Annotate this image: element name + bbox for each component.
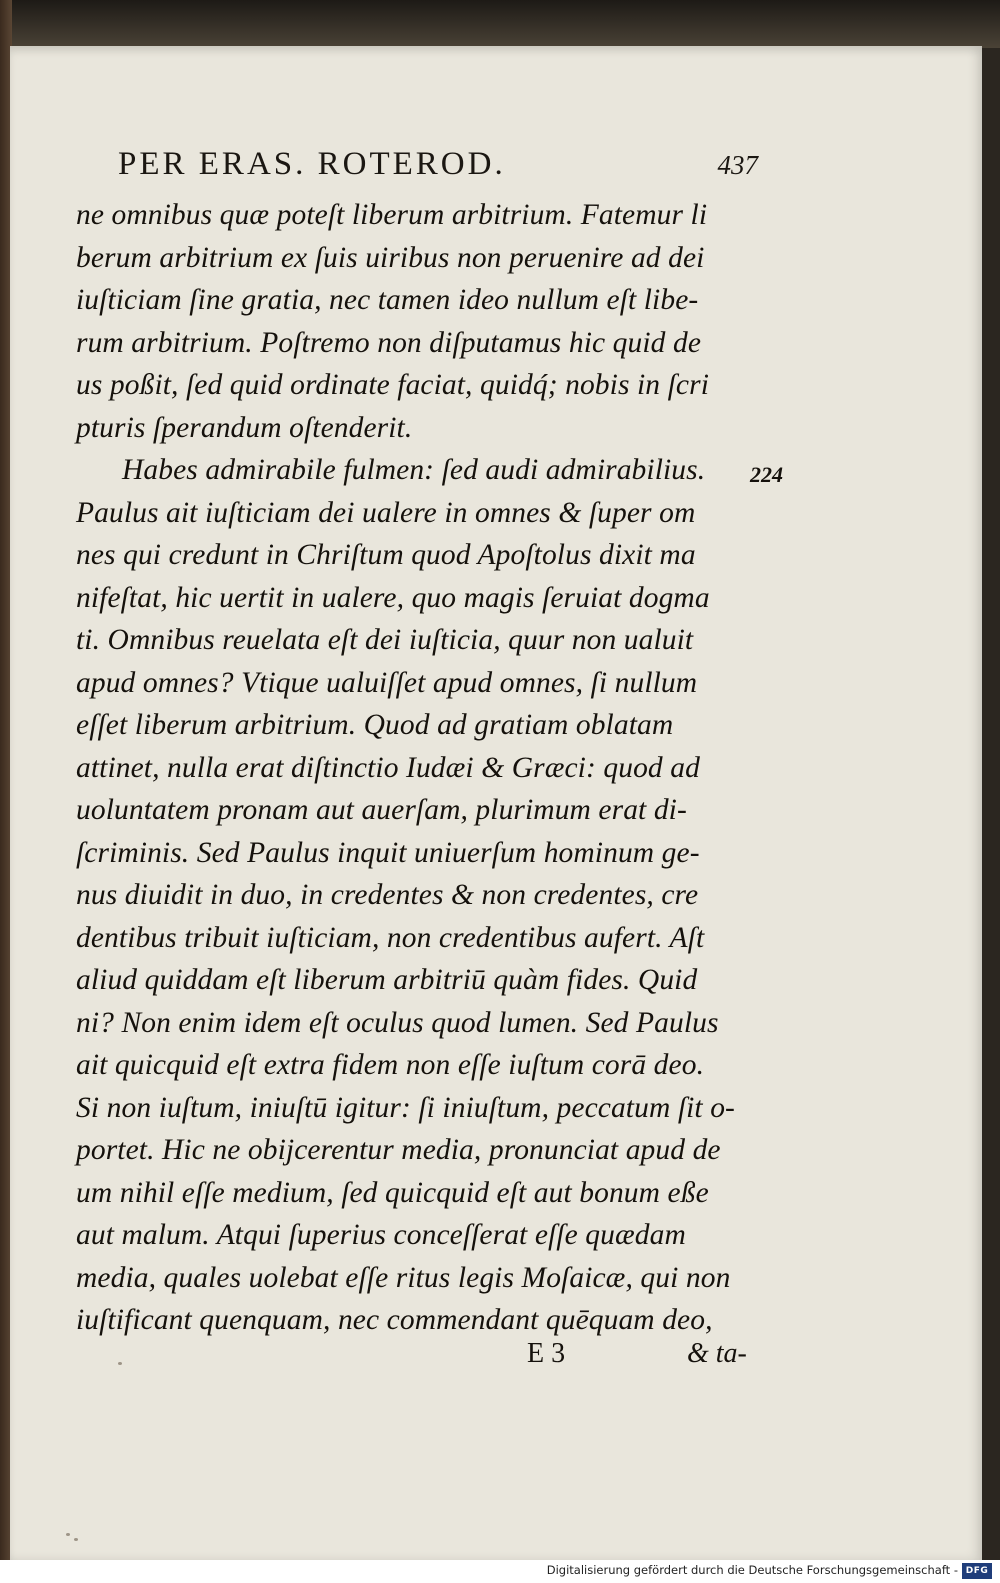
signature-mark: E 3 (527, 1338, 566, 1369)
text-line: Paulus ait iuſticiam dei ualere in omnes & ſuper om (76, 496, 696, 529)
text-line: ne omnibus quæ poteſt liberum arbitrium. Fatemur li (76, 199, 708, 231)
funding-credit: Digitalisierung gefördert durch die Deutsche Forschungsgemeinschaft - (546, 1563, 958, 1577)
dfg-logo: DFG (962, 1563, 992, 1579)
text-line: ti. Omnibus reuelata eſt dei iuſticia, quur non ualuit (76, 624, 694, 656)
text-line: ait quicquid eſt extra fidem non eſſe iuſtum corā deo. (76, 1049, 705, 1081)
text-line: iuſticiam ſine gratia, nec tamen ideo nullum eſt libe- (76, 284, 699, 316)
paper-speck (74, 1538, 78, 1541)
text-line: aliud quiddam eſt liberum arbitriū quàm fides. Quid (76, 964, 698, 996)
text-line: Si non iuſtum, iniuſtū igitur: ſi iniuſtum, peccatum ſit o- (76, 1091, 735, 1124)
text-line: attinet, nulla erat diſtinctio Iudæi & Græci: quod ad (76, 751, 700, 784)
credit-bar (0, 1560, 1000, 1583)
text-line: berum arbitrium ex ſuis uiribus non peruenire ad dei (76, 241, 705, 274)
paragraph-start-line: Habes admirabile fulmen: ſed audi admirabilius. (122, 454, 706, 486)
text-line: ni? Non enim idem eſt oculus quod lumen. Sed Paulus (76, 1006, 719, 1039)
text-line: nes qui credunt in Chriſtum quod Apoſtolus dixit ma (76, 539, 696, 571)
text-line: ſcriminis. Sed Paulus inquit uniuerſum hominum ge- (76, 836, 700, 869)
text-line: media, quales uolebat eſſe ritus legis Moſaicæ, qui non (76, 1261, 731, 1294)
text-line: apud omnes? Vtique ualuiſſet apud omnes, ſi nullum (76, 666, 698, 699)
paper-speck (66, 1533, 70, 1536)
running-title: PER ERAS. ROTEROD. (118, 146, 506, 182)
page-number: 437 (717, 150, 758, 180)
text-line: dentibus tribuit iuſticiam, non credentibus aufert. Aſt (76, 921, 705, 954)
text-line: um nihil eſſe medium, ſed quicquid eſt aut bonum eße (76, 1176, 709, 1209)
text-line: uoluntatem pronam aut auerſam, plurimum erat di- (76, 794, 687, 826)
page-footer (527, 1338, 767, 1374)
text-line: nus diuidit in duo, in credentes & non credentes, cre (76, 879, 699, 911)
text-line: aut malum. Atqui ſuperius conceſſerat eſſe quædam (76, 1219, 686, 1251)
text-line: nifeſtat, hic uertit in ualere, quo magis ſeruiat dogma (76, 581, 710, 614)
text-line: eſſet liberum arbitrium. Quod ad gratiam oblatam (76, 709, 674, 741)
running-head (118, 146, 758, 190)
text-line: portet. Hic ne obijcerentur media, pronunciat apud de (76, 1134, 721, 1166)
body-text (76, 194, 776, 1342)
text-line: rum arbitrium. Poſtremo non diſputamus hic quid de (76, 326, 702, 359)
catchword: & ta- (687, 1338, 747, 1369)
text-line: iuſtificant quenquam, nec commendant quēquam deo, (76, 1304, 713, 1336)
book-top-edge (0, 0, 1000, 48)
text-line: pturis ſperandum oſtenderit. (76, 411, 413, 444)
paper-speck (118, 1362, 122, 1365)
text-line: us poßit, ſed quid ordinate faciat, quidq́; nobis in ſcri (76, 369, 709, 401)
margin-note: 224 (750, 462, 783, 487)
